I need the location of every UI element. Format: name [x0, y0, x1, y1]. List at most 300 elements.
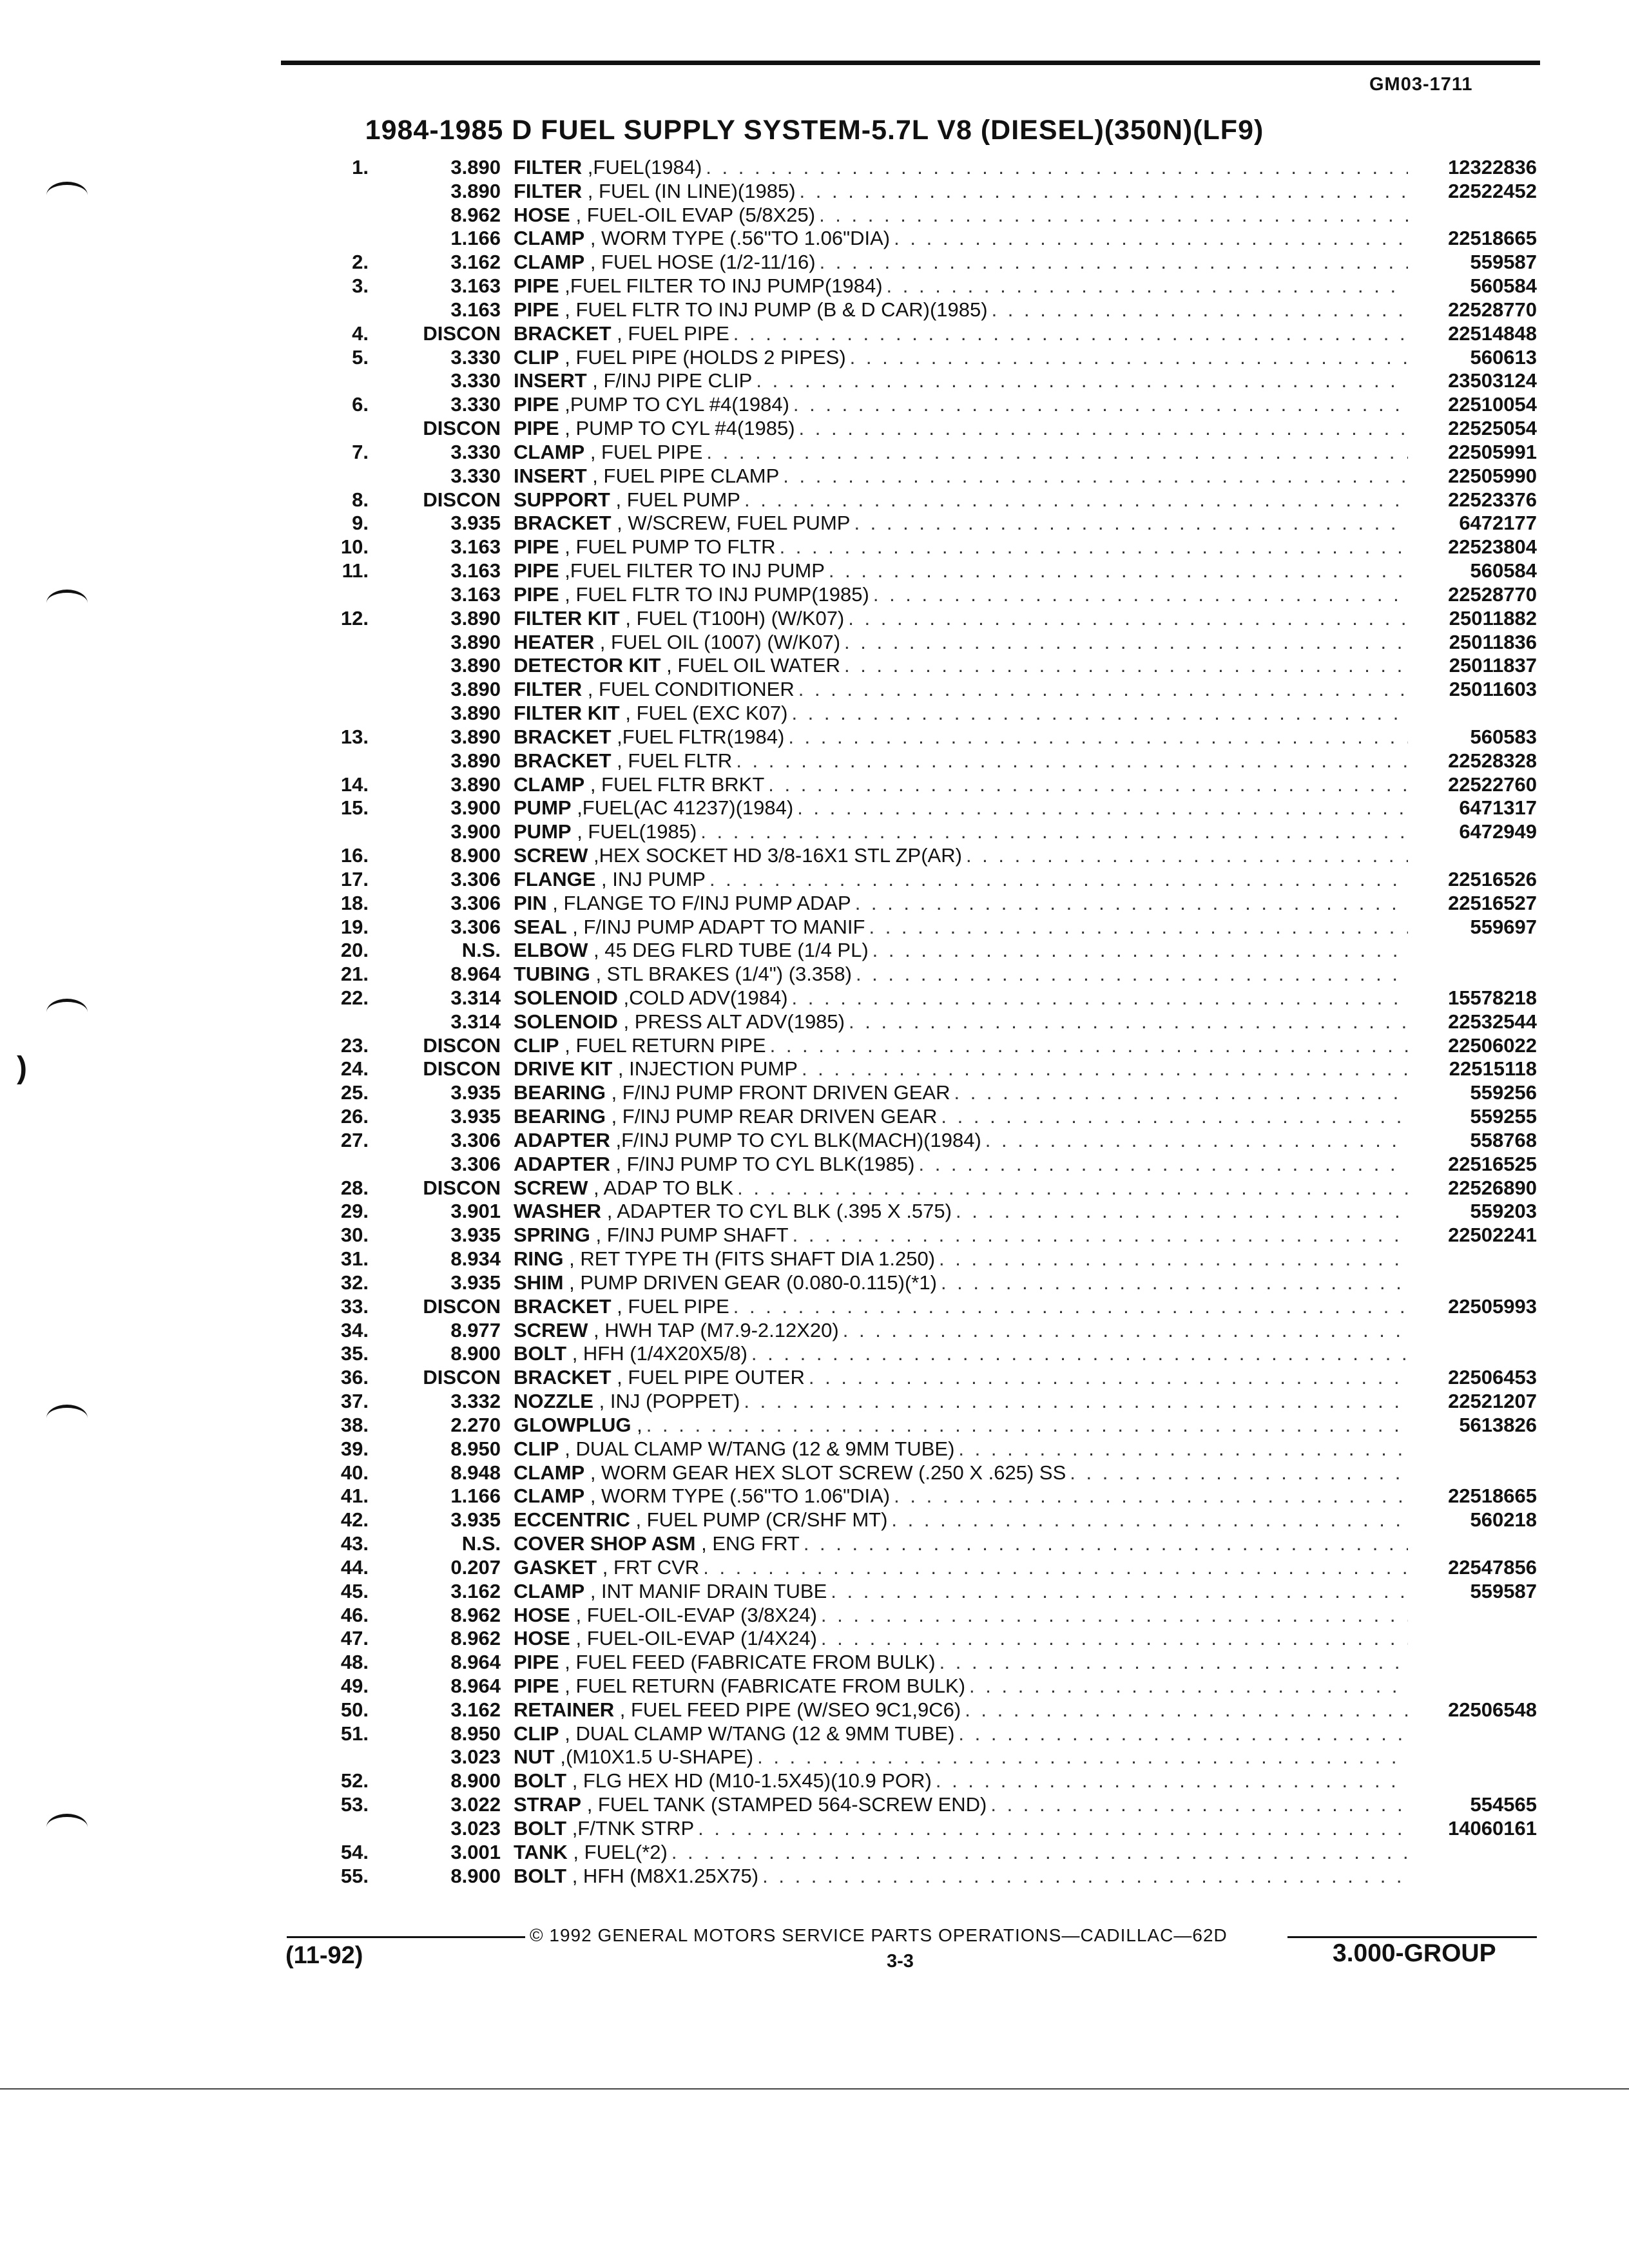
part-detail: ,HEX SOCKET HD 3/8-16X1 STL ZP(AR): [588, 844, 962, 867]
ref-number: 6.: [352, 393, 369, 416]
part-detail: , FUEL PUMP: [610, 488, 740, 511]
table-row: [309, 346, 1537, 370]
footer-rule-left: [287, 1936, 525, 1938]
part-description: [501, 820, 1408, 844]
part-number: 560218: [1470, 1508, 1537, 1532]
part-name: RING: [514, 1247, 564, 1271]
part-name: CLAMP: [514, 1485, 585, 1508]
part-number: 22526890: [1448, 1176, 1537, 1199]
part-name: PUMP: [514, 796, 572, 820]
table-row: [309, 180, 1537, 204]
dot-leader: [954, 1722, 1408, 1746]
table-row: [309, 1437, 1537, 1461]
ref-number: 24.: [340, 1057, 369, 1081]
part-name: RETAINER: [514, 1698, 615, 1721]
group-number: 3.890: [450, 156, 501, 178]
table-row: [309, 1366, 1537, 1390]
ref-number: 30.: [340, 1224, 369, 1247]
part-name: BRACKET: [514, 749, 612, 772]
table-row: [309, 1105, 1537, 1129]
group-number: N.S.: [461, 1532, 501, 1555]
part-name: GLOWPLUG: [514, 1413, 631, 1436]
part-name: PIPE: [514, 535, 559, 559]
dot-leader: [729, 322, 1408, 346]
part-name: CLAMP: [514, 440, 585, 463]
table-row: [309, 1769, 1537, 1793]
part-name: CLAMP: [514, 773, 585, 796]
part-name: PIPE: [514, 393, 559, 416]
part-detail: , FUEL FLTR TO INJ PUMP(1985): [559, 582, 869, 606]
ref-number: 36.: [340, 1366, 369, 1389]
dot-leader: [787, 702, 1408, 726]
part-detail: , ENG FRT: [695, 1532, 800, 1555]
table-row: [309, 1817, 1537, 1841]
part-detail: , F/INJ PUMP REAR DRIVEN GEAR: [605, 1105, 938, 1128]
part-name: BEARING: [514, 1081, 606, 1104]
part-detail: , W/SCREW, FUEL PUMP: [611, 512, 851, 535]
part-detail: , INT MANIF DRAIN TUBE: [584, 1579, 827, 1602]
part-name: BOLT: [514, 1342, 567, 1365]
dot-leader: [961, 1698, 1408, 1722]
dot-leader: [890, 1485, 1408, 1508]
ref-number: 35.: [340, 1342, 369, 1365]
part-description: [501, 1319, 1408, 1343]
dot-leader: [846, 346, 1408, 370]
part-number: 22518665: [1448, 1485, 1537, 1508]
part-detail: , PUMP DRIVEN GEAR (0.080-0.115)(*1): [563, 1271, 937, 1294]
part-number: 554565: [1470, 1793, 1537, 1816]
table-row: [309, 1342, 1537, 1366]
dot-leader: [844, 607, 1408, 631]
table-row: [309, 1010, 1537, 1034]
part-number: 22523804: [1448, 535, 1537, 559]
part-number: 22510054: [1448, 393, 1537, 416]
part-description: [501, 678, 1408, 702]
table-row: [309, 559, 1537, 583]
ref-number: 45.: [340, 1579, 369, 1602]
part-name: PIPE: [514, 582, 559, 606]
part-detail: , FUEL FEED (FABRICATE FROM BULK): [559, 1651, 936, 1674]
ref-number: 27.: [340, 1128, 369, 1151]
dot-leader: [668, 1841, 1408, 1865]
part-name: BRACKET: [514, 322, 612, 345]
ref-number: 28.: [340, 1176, 369, 1199]
group-number: 3.023: [450, 1816, 501, 1840]
table-row: [309, 1153, 1537, 1177]
dot-leader: [816, 251, 1408, 274]
part-detail: , FRT CVR: [597, 1555, 700, 1579]
group-number: 3.306: [450, 1152, 501, 1175]
table-row: [309, 156, 1537, 180]
table-row: [309, 1295, 1537, 1319]
part-detail: , FUEL OIL WATER: [660, 654, 840, 677]
dot-leader: [825, 559, 1408, 583]
dot-leader: [817, 1604, 1408, 1628]
ref-number: 9.: [352, 512, 369, 535]
ref-number: 12.: [340, 606, 369, 629]
group-number: 3.935: [450, 1224, 501, 1247]
part-detail: , FUEL-OIL-EVAP (1/4X24): [570, 1627, 817, 1650]
part-description: [501, 369, 1408, 393]
part-number: 22505991: [1448, 440, 1537, 463]
binder-hole-mark: [46, 1405, 88, 1418]
part-detail: , 45 DEG FLRD TUBE (1/4 PL): [588, 939, 869, 962]
table-row: [309, 1224, 1537, 1247]
part-detail: , FLG HEX HD (M10-1.5X45)(10.9 POR): [566, 1769, 932, 1792]
dot-leader: [758, 1865, 1408, 1888]
part-number: 559255: [1470, 1105, 1537, 1128]
binder-hole-mark: [46, 999, 88, 1012]
binder-hole-mark: [46, 1814, 88, 1827]
ref-number: 37.: [340, 1390, 369, 1413]
part-name: BRACKET: [514, 1366, 612, 1389]
ref-number: 2.: [352, 251, 369, 274]
part-name: SOLENOID: [514, 986, 618, 1009]
part-name: SOLENOID: [514, 1010, 618, 1033]
dot-leader: [732, 749, 1408, 773]
ref-number: 15.: [340, 796, 369, 820]
part-name: INSERT: [514, 464, 587, 487]
dot-leader: [839, 1319, 1408, 1343]
ref-number: 26.: [340, 1105, 369, 1128]
group-number: 3.022: [450, 1793, 501, 1816]
ref-number: 17.: [340, 867, 369, 890]
part-detail: , WORM TYPE (.56"TO 1.06"DIA): [584, 1485, 891, 1508]
ref-number: 46.: [340, 1603, 369, 1626]
part-description: [501, 1224, 1408, 1247]
part-number: 22532544: [1448, 1010, 1537, 1033]
part-name: PIPE: [514, 1651, 559, 1674]
part-detail: , FUEL PUMP (CR/SHF MT): [630, 1508, 888, 1532]
part-name: CLAMP: [514, 227, 585, 250]
ref-number: 21.: [340, 963, 369, 986]
table-row: [309, 393, 1537, 417]
part-description: [501, 274, 1408, 298]
group-number: 8.950: [450, 1722, 501, 1745]
table-row: [309, 1793, 1537, 1817]
group-number: 3.935: [450, 1271, 501, 1294]
ref-number: 50.: [340, 1698, 369, 1721]
group-number: 3.330: [450, 369, 501, 392]
group-number: 2.270: [450, 1413, 501, 1436]
part-description: [501, 1437, 1408, 1461]
ref-number: 19.: [340, 915, 369, 938]
ref-number: 39.: [340, 1437, 369, 1460]
dot-leader: [733, 1177, 1408, 1200]
table-row: [309, 1129, 1537, 1153]
group-number: 8.964: [450, 963, 501, 986]
dot-leader: [694, 1817, 1408, 1841]
part-name: ADAPTER: [514, 1128, 610, 1151]
ref-number: 38.: [340, 1413, 369, 1436]
dot-leader: [952, 1200, 1408, 1224]
group-number: 3.890: [450, 749, 501, 772]
part-description: [501, 441, 1408, 465]
part-number: 559587: [1470, 1579, 1537, 1602]
part-name: HEATER: [514, 630, 595, 653]
part-detail: , FUEL HOSE (1/2-11/16): [584, 251, 816, 274]
group-number: 8.950: [450, 1437, 501, 1460]
group-number: 8.900: [450, 1769, 501, 1792]
ref-number: 4.: [352, 322, 369, 345]
ref-number: 48.: [340, 1651, 369, 1674]
part-description: [501, 1034, 1408, 1058]
group-number: 3.890: [450, 630, 501, 653]
part-description: [501, 1414, 1408, 1437]
table-row: [309, 631, 1537, 655]
dot-leader: [752, 369, 1408, 393]
part-number: 22516525: [1448, 1152, 1537, 1175]
part-name: HOSE: [514, 1627, 570, 1650]
dot-leader: [642, 1414, 1408, 1437]
group-number: 3.330: [450, 345, 501, 369]
part-detail: ,FUEL FLTR(1984): [611, 725, 785, 748]
ref-number: 53.: [340, 1793, 369, 1816]
part-description: [501, 1177, 1408, 1200]
table-row: [309, 1319, 1537, 1343]
part-name: SPRING: [514, 1224, 590, 1247]
part-name: CLIP: [514, 1722, 559, 1745]
ref-number: 47.: [340, 1627, 369, 1650]
part-name: CLIP: [514, 1033, 559, 1057]
table-row: [309, 1698, 1537, 1722]
group-number: 8.962: [450, 1627, 501, 1650]
dot-leader: [987, 1793, 1408, 1817]
part-detail: , F/INJ PUMP ADAPT TO MANIF: [566, 915, 865, 938]
dot-leader: [795, 417, 1408, 441]
part-number: 22515118: [1449, 1057, 1537, 1081]
part-number: 22547856: [1448, 1555, 1537, 1579]
part-description: [501, 1461, 1408, 1485]
group-number: 3.890: [450, 678, 501, 701]
part-name: INSERT: [514, 369, 587, 392]
copyright-text: © 1992 GENERAL MOTORS SERVICE PARTS OPERATIONS—CADILLAC—62D: [530, 1925, 1228, 1945]
dot-leader: [798, 1057, 1408, 1081]
footer-rule-right: [1287, 1936, 1537, 1938]
part-detail: , DUAL CLAMP W/TANG (12 & 9MM TUBE): [559, 1722, 955, 1745]
part-name: FILTER KIT: [514, 702, 620, 725]
part-number: 22506022: [1448, 1033, 1537, 1057]
ref-number: 51.: [340, 1722, 369, 1745]
table-row: [309, 1390, 1537, 1414]
dot-leader: [937, 1105, 1408, 1129]
part-number: 15578218: [1448, 986, 1537, 1009]
table-row: [309, 820, 1537, 844]
ref-number: 16.: [340, 844, 369, 867]
part-detail: , FUEL-OIL EVAP (5/8X25): [570, 203, 816, 226]
part-description: [501, 1698, 1408, 1722]
group-number: 3.890: [450, 725, 501, 748]
table-row: [309, 1508, 1537, 1532]
part-description: [501, 607, 1408, 631]
ref-number: 34.: [340, 1318, 369, 1341]
group-number: 3.330: [450, 464, 501, 487]
part-detail: ,FUEL(1984): [582, 156, 702, 178]
dot-leader: [706, 868, 1408, 892]
dot-leader: [887, 1508, 1408, 1532]
table-row: [309, 749, 1537, 773]
part-name: DETECTOR KIT: [514, 654, 661, 677]
part-description: [501, 227, 1408, 251]
dot-leader: [793, 796, 1408, 820]
part-number: 14060161: [1448, 1816, 1537, 1840]
group-number: 1.166: [450, 1485, 501, 1508]
ref-number: 32.: [340, 1271, 369, 1294]
ref-number: 49.: [340, 1675, 369, 1697]
group-number: 3.890: [450, 773, 501, 796]
group-number: 8.962: [450, 203, 501, 226]
part-description: [501, 1129, 1408, 1153]
part-description: [501, 346, 1408, 370]
part-name: SUPPORT: [514, 488, 610, 511]
part-number: 22505993: [1448, 1294, 1537, 1318]
dot-leader: [815, 204, 1408, 227]
group-number: 3.890: [450, 179, 501, 202]
part-name: CLAMP: [514, 1579, 585, 1602]
part-detail: , INJECTION PUMP: [612, 1057, 798, 1081]
group-number: 3.900: [450, 796, 501, 820]
part-description: [501, 322, 1408, 346]
part-name: BOLT: [514, 1816, 567, 1840]
table-row: [309, 726, 1537, 749]
part-detail: ,COLD ADV(1984): [617, 986, 788, 1009]
part-description: [501, 1153, 1408, 1177]
ref-number: 23.: [340, 1033, 369, 1057]
group-number: 3.890: [450, 606, 501, 629]
part-description: [501, 1532, 1408, 1556]
part-detail: , FUEL(1985): [571, 820, 697, 843]
table-row: [309, 607, 1537, 631]
dot-leader: [764, 773, 1408, 797]
part-name: PIN: [514, 891, 547, 914]
part-number: 558768: [1470, 1128, 1537, 1151]
ref-number: 14.: [340, 773, 369, 796]
table-row: [309, 204, 1537, 227]
part-detail: , FLANGE TO F/INJ PUMP ADAP: [546, 891, 851, 914]
table-row: [309, 1722, 1537, 1746]
part-detail: , FUEL PIPE: [611, 1294, 729, 1318]
dot-leader: [965, 1675, 1408, 1698]
part-number: 560584: [1470, 559, 1537, 582]
part-name: CLAMP: [514, 1461, 585, 1484]
part-description: [501, 631, 1408, 655]
table-row: [309, 796, 1537, 820]
margin-mark: ): [17, 1051, 27, 1085]
part-name: BRACKET: [514, 512, 612, 535]
part-detail: , RET TYPE TH (FITS SHAFT DIA 1.250): [563, 1247, 936, 1271]
part-description: [501, 916, 1408, 939]
group-number: 3.900: [450, 820, 501, 843]
binder-hole-mark: [46, 590, 88, 603]
table-row: [309, 227, 1537, 251]
table-row: [309, 1414, 1537, 1437]
table-row: [309, 465, 1537, 488]
group-number: 8.900: [450, 844, 501, 867]
part-description: [501, 1366, 1408, 1390]
dot-leader: [869, 939, 1408, 963]
table-row: [309, 1675, 1537, 1698]
dot-leader: [800, 1532, 1408, 1556]
part-description: [501, 654, 1408, 678]
part-name: PIPE: [514, 274, 559, 298]
part-detail: , FUEL TANK (STAMPED 564-SCREW END): [581, 1793, 987, 1816]
dot-leader: [805, 1366, 1408, 1390]
group-number: DISCON: [423, 1366, 501, 1389]
part-number: 6472177: [1459, 512, 1537, 535]
table-row: [309, 535, 1537, 559]
group-number: 3.935: [450, 1105, 501, 1128]
group-number: 3.935: [450, 1508, 501, 1532]
part-description: [501, 1342, 1408, 1366]
dot-leader: [796, 180, 1408, 204]
part-name: FILTER: [514, 156, 583, 178]
part-description: [501, 726, 1408, 749]
ref-number: 10.: [340, 535, 369, 559]
table-row: [309, 1532, 1537, 1556]
table-row: [309, 963, 1537, 986]
part-description: [501, 559, 1408, 583]
part-description: [501, 1081, 1408, 1105]
part-number: 22523376: [1448, 488, 1537, 511]
group-number: 8.964: [450, 1651, 501, 1674]
header-rule: [281, 61, 1540, 65]
part-number: 22528770: [1448, 582, 1537, 606]
group-number: 3.935: [450, 1081, 501, 1104]
part-name: CLIP: [514, 345, 559, 369]
part-number: 22502241: [1448, 1224, 1537, 1247]
dot-leader: [988, 298, 1408, 322]
table-row: [309, 986, 1537, 1010]
dot-leader: [776, 535, 1408, 559]
ref-number: 41.: [340, 1485, 369, 1508]
dot-leader: [795, 678, 1408, 702]
part-number: 559256: [1470, 1081, 1537, 1104]
part-number: 25011882: [1449, 606, 1537, 629]
part-detail: , ADAPTER TO CYL BLK (.395 X .575): [601, 1200, 952, 1223]
part-name: SCREW: [514, 1318, 588, 1341]
group-number: 3.306: [450, 915, 501, 938]
part-number: 6471317: [1459, 796, 1537, 820]
part-detail: , PUMP TO CYL #4(1985): [559, 417, 795, 440]
ref-number: 52.: [340, 1769, 369, 1792]
part-description: [501, 583, 1408, 607]
group-number: DISCON: [423, 1033, 501, 1057]
dot-leader: [827, 1580, 1408, 1604]
part-description: [501, 1841, 1408, 1865]
part-detail: , FUEL (IN LINE)(1985): [582, 179, 796, 202]
table-row: [309, 654, 1537, 678]
part-description: [501, 251, 1408, 274]
dot-leader: [932, 1769, 1408, 1793]
table-row: [309, 1485, 1537, 1508]
table-row: [309, 512, 1537, 535]
ref-number: 29.: [340, 1200, 369, 1223]
group-number: 8.977: [450, 1318, 501, 1341]
part-detail: , FUEL PUMP TO FLTR: [559, 535, 776, 559]
ref-number: 22.: [340, 986, 369, 1009]
part-detail: , INJ PUMP: [595, 867, 706, 890]
part-number: 560583: [1470, 725, 1537, 748]
ref-number: 43.: [340, 1532, 369, 1555]
table-row: [309, 274, 1537, 298]
part-number: 22528770: [1448, 298, 1537, 321]
part-description: [501, 1722, 1408, 1746]
group-number: 3.163: [450, 559, 501, 582]
group-number: 3.163: [450, 298, 501, 321]
group-number: 3.314: [450, 986, 501, 1009]
part-detail: , FUEL-OIL-EVAP (3/8X24): [570, 1603, 817, 1626]
table-row: [309, 1651, 1537, 1675]
